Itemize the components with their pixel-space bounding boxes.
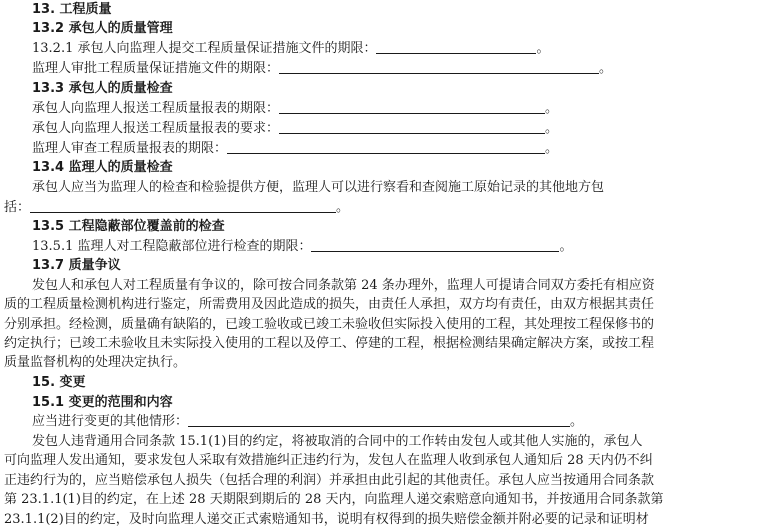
line-end: 。 [545, 141, 559, 156]
section-13-3-line-1 [32, 98, 558, 119]
section-13-7-heading: 13.7 质量争议 [32, 258, 121, 273]
line-text: 承包人向监理人报送工程质量报表的期限： [32, 101, 280, 116]
section-15-1-paragraph-1: 发包人违背通用合同条款 15.1(1)目的约定，将被取消的合同中的工作转由发包人或其他人实施的，承包人 [32, 434, 643, 449]
section-13-7-paragraph-2: 质的工程质量检测机构进行鉴定，所需费用及因此造成的损失，由责任人承担，双方均有责任，由双方根据其责任 [4, 297, 655, 312]
section-13-7-paragraph-1: 发包人和承包人对工程质量有争议的，除可按合同条款第 24 条办理外，监理人可提请合同双方委托有相应资 [32, 278, 655, 293]
section-13-2-line-2 [32, 58, 612, 79]
line-end: 。 [336, 200, 350, 215]
section-13-3-heading: 13.3 承包人的质量检查 [32, 81, 173, 96]
section-13-heading: 13. 工程质量 [32, 2, 112, 17]
section-15-heading: 15. 变更 [32, 375, 86, 390]
line-text: 监理人审查工程质量报表的期限： [32, 141, 228, 156]
section-13-2-line-1 [32, 38, 550, 59]
fill-blank[interactable] [279, 119, 545, 134]
section-13-7-paragraph-3: 分别承担。经检测，质量确有缺陷的，已竣工验收或已竣工未验收但实际投入使用的工程，其处理按工程保修书的 [4, 317, 655, 332]
section-13-5-line-1 [32, 236, 573, 257]
section-15-1-paragraph-3: 正违约行为的，应当赔偿承包人损失（包括合理的利润）并承担由此引起的其他责任。承包人应当按通用合同条款 [4, 473, 655, 488]
line-text: 13.5.1 监理人对工程隐蔽部位进行检查的期限： [32, 239, 312, 254]
section-13-4-paragraph-1: 承包人应当为监理人的检查和检验提供方便，监理人可以进行察看和查阅施工原始记录的其他地方包 [32, 180, 605, 195]
section-13-2-heading: 13.2 承包人的质量管理 [32, 21, 173, 36]
fill-blank[interactable] [279, 59, 599, 74]
line-text: 13.2.1 承包人向监理人提交工程质量保证措施文件的期限： [32, 41, 377, 56]
section-15-1-heading: 15.1 变更的范围和内容 [32, 395, 173, 410]
line-end: 。 [570, 414, 584, 429]
line-text: 承包人向监理人报送工程质量报表的要求： [32, 121, 280, 136]
line-text: 括： [4, 200, 31, 215]
line-end: 。 [559, 239, 573, 254]
section-13-4-paragraph-2 [4, 197, 349, 218]
section-13-4-heading: 13.4 监理人的质量检查 [32, 160, 173, 175]
line-end: 。 [545, 101, 559, 116]
section-13-3-line-3 [32, 138, 558, 159]
section-13-3-line-2 [32, 118, 558, 139]
fill-blank[interactable] [311, 237, 559, 252]
line-text: 监理人审批工程质量保证措施文件的期限： [32, 61, 280, 76]
line-end: 。 [599, 61, 613, 76]
fill-blank[interactable] [279, 99, 545, 114]
fill-blank[interactable] [227, 139, 545, 154]
fill-blank[interactable] [188, 412, 570, 427]
section-13-5-heading: 13.5 工程隐蔽部位覆盖前的检查 [32, 219, 225, 234]
line-end: 。 [536, 41, 550, 56]
section-15-1-paragraph-4: 第 23.1.1(1)目的约定，在上述 28 天期限到期后的 28 天内，向监理人递交索赔意向通知书，并按通用合同条款第 [4, 492, 664, 507]
section-13-7-paragraph-4: 约定执行；已竣工未验收且未实际投入使用的工程以及停工、停建的工程，根据检测结果确定解决方案，或按工程 [4, 336, 655, 351]
fill-blank[interactable] [30, 198, 336, 213]
section-13-7-paragraph-5: 质量监督机构的处理决定执行。 [4, 355, 187, 370]
section-15-1-paragraph-2: 可向监理人发出通知，要求发包人采取有效措施纠正违约行为，发包人在监理人收到承包人通知后 28 天内仍不纠 [4, 453, 653, 468]
fill-blank[interactable] [376, 39, 536, 54]
line-text: 应当进行变更的其他情形： [32, 414, 189, 429]
line-end: 。 [545, 121, 559, 136]
section-15-1-paragraph-5: 23.1.1(2)目的约定，及时向监理人递交正式索赔通知书，说明有权得到的损失赔偿金额并附必要的记录和证明材 [4, 512, 649, 527]
section-15-1-line-1 [32, 411, 583, 432]
